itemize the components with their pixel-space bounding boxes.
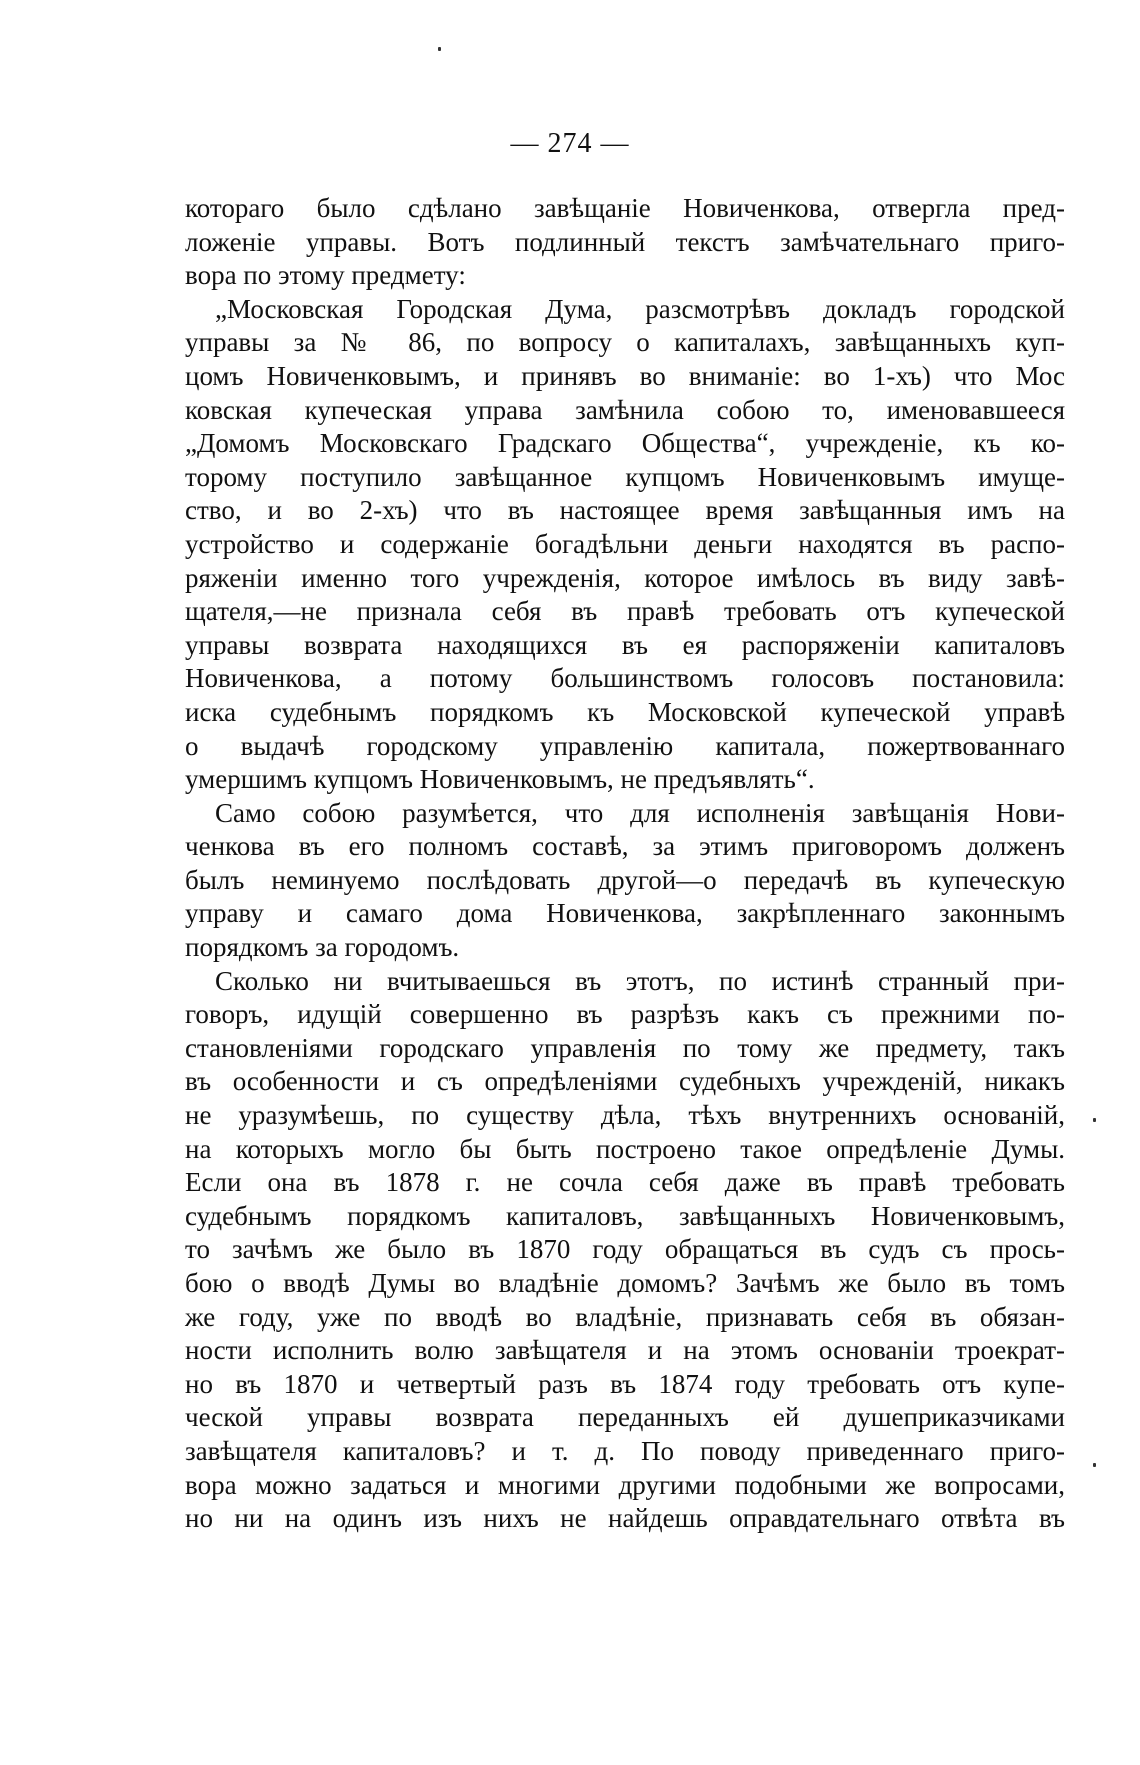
text-line: Само собою разумѣется, что для исполненія завѣщанія Нови-: [215, 797, 1065, 828]
text-line: завѣщателя капиталовъ? и т. д. По поводу приведеннаго приго-: [185, 1435, 1065, 1466]
text-line: управы за № 86, по вопросу о капиталахъ, завѣщанныхъ куп-: [185, 327, 1065, 358]
print-speck: [438, 47, 441, 51]
text-line: управу и самаго дома Новиченкова, закрѣпленнаго законнымъ: [185, 898, 1065, 929]
text-line: торому поступило завѣщанное купцомъ Новиченковымъ имуще-: [185, 461, 1065, 492]
text-line: котораго было сдѣлано завѣщаніе Новиченкова, отвергла пред-: [185, 193, 1065, 223]
text-line: ченкова въ его полномъ составѣ, за этимъ приговоромъ долженъ: [185, 831, 1065, 862]
text-line: то зачѣмъ же было въ 1870 году обращаться въ судъ съ прось-: [185, 1234, 1065, 1265]
text-line: на которыхъ могло бы быть построено такое опредѣленіе Думы.: [185, 1133, 1065, 1164]
text-line: „Домомъ Московскаго Градскаго Общества“, учрежденіе, къ ко-: [185, 428, 1065, 459]
text-line: же году, уже по вводѣ во владѣніе, признавать себя въ обязан-: [185, 1301, 1065, 1332]
text-line: былъ неминуемо послѣдовать другой—о передачѣ въ купеческую: [185, 864, 1065, 895]
print-speck: [1093, 1463, 1096, 1467]
text-line: щателя,—не признала себя въ правѣ требовать отъ купеческой: [185, 596, 1065, 627]
text-line: говоръ, идущій совершенно въ разрѣзъ какъ съ прежними по-: [185, 999, 1065, 1030]
text-line: вора по этому предмету:: [185, 260, 466, 291]
text-line: ство, и во 2-хъ) что въ настоящее время завѣщанныя имъ на: [185, 495, 1065, 526]
page-number: — 274 —: [510, 128, 630, 159]
text-line: цомъ Новиченковымъ, и принявъ во вниманіе: во 1-хъ) что Мос: [185, 360, 1065, 391]
text-line: ности исполнить волю завѣщателя и на этомъ основаніи троекрат-: [185, 1335, 1065, 1366]
text-line: ложеніе управы. Вотъ подлинный текстъ замѣчательнаго приго-: [185, 226, 1065, 257]
text-line: становленіями городскаго управленія по тому же предмету, такъ: [185, 1032, 1065, 1063]
text-line: ковская купеческая управа замѣнила собою то, именовавшееся: [185, 394, 1065, 425]
text-line: о выдачѣ городскому управленію капитала, пожертвованнаго: [185, 730, 1065, 761]
text-line: Сколько ни вчитываешься въ этотъ, по истинѣ странный при-: [215, 965, 1065, 996]
text-line: бою о вводѣ Думы во владѣніе домомъ? Зачѣмъ же было въ томъ: [185, 1268, 1065, 1298]
text-line: порядкомъ за городомъ.: [185, 932, 460, 963]
text-line: въ особенности и съ опредѣленіями судебныхъ учрежденій, никакъ: [185, 1066, 1065, 1097]
text-line: вора можно задаться и многими другими подобными же вопросами,: [185, 1469, 1065, 1500]
text-line: устройство и содержаніе богадѣльни деньги находятся въ распо-: [185, 528, 1065, 559]
text-line: Новиченкова, а потому большинствомъ голосовъ постановила:: [185, 663, 1065, 694]
text-line: умершимъ купцомъ Новиченковымъ, не предъявлять“.: [185, 764, 815, 795]
body-text: [185, 192, 1065, 1536]
text-line: ряженіи именно того учрежденія, которое имѣлось въ виду завѣ-: [185, 562, 1065, 593]
text-line: Если она въ 1878 г. не сочла себя даже въ правѣ требовать: [185, 1167, 1065, 1198]
text-line: не уразумѣешь, по существу дѣла, тѣхъ внутреннихъ основаній,: [185, 1100, 1065, 1131]
text-line: „Московская Городская Дума, разсмотрѣвъ докладъ городской: [215, 293, 1065, 324]
text-line: управы возврата находящихся въ ея распоряженіи капиталовъ: [185, 629, 1065, 660]
print-speck: [1093, 1118, 1096, 1122]
text-line: ческой управы возврата переданныхъ ей душеприказчиками: [185, 1402, 1065, 1433]
text-line: но ни на одинъ изъ нихъ не найдешь оправдательнаго отвѣта въ: [185, 1503, 1065, 1534]
text-line: но въ 1870 и четвертый разъ въ 1874 году требовать отъ купе-: [185, 1368, 1065, 1399]
text-line: судебнымъ порядкомъ капиталовъ, завѣщанныхъ Новиченковымъ,: [185, 1200, 1065, 1231]
text-line: иска судебнымъ порядкомъ къ Московской купеческой управѣ: [185, 696, 1065, 727]
